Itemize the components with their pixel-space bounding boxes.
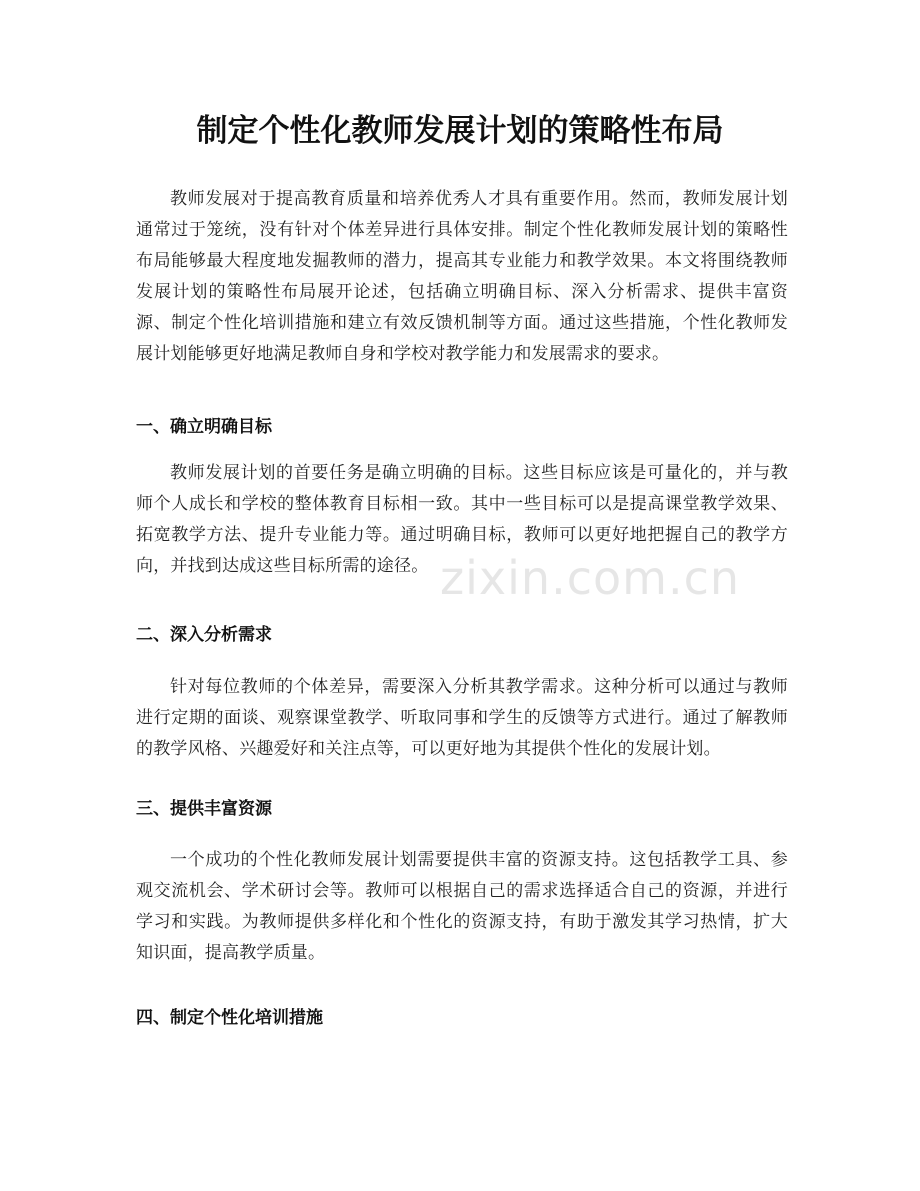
section-heading-4: 四、制定个性化培训措施 <box>136 1008 323 1028</box>
section-heading-1: 一、确立明确目标 <box>136 417 272 437</box>
watermark: zixin.com.cn <box>440 551 741 605</box>
intro-paragraph: 教师发展对于提高教育质量和培养优秀人才具有重要作用。然而，教师发展计划通常过于笼统，没有针对个体差异进行具体安排。制定个性化教师发展计划的策略性布局能够最大程度地发掘教师的潜力，提高其专业能力和教学效果。本文将围绕教师发展计划的策略性布局展开论述，包括确立明确目标、深入分析需求、提供丰富资源、制定个性化培训措施和建立有效反馈机制等方面。通过这些措施，个性化教师发展计划能够更好地满足教师自身和学校对教学能力和发展需求的要求。 <box>136 189 788 364</box>
section-body-3: 一个成功的个性化教师发展计划需要提供丰富的资源支持。这包括教学工具、参观交流机会、学术研讨会等。教师可以根据自己的需求选择适合自己的资源，并进行学习和实践。为教师提供多样化和个性化的资源支持，有助于激发其学习热情，扩大知识面，提高教学质量。 <box>136 850 788 963</box>
section-heading-2: 二、深入分析需求 <box>136 625 272 645</box>
section-body-1: 教师发展计划的首要任务是确立明确的目标。这些目标应该是可量化的，并与教师个人成长和学校的整体教育目标相一致。其中一些目标可以是提高课堂教学效果、拓宽教学方法、提升专业能力等。通过明确目标，教师可以更好地把握自己的教学方向，并找到达成这些目标所需的途径。 <box>136 463 788 576</box>
section-heading-3: 三、提供丰富资源 <box>136 799 272 819</box>
page-title: 制定个性化教师发展计划的策略性布局 <box>196 113 724 149</box>
section-body-2: 针对每位教师的个体差异，需要深入分析其教学需求。这种分析可以通过与教师进行定期的面谈、观察课堂教学、听取同事和学生的反馈等方式进行。通过了解教师的教学风格、兴趣爱好和关注点等，可以更好地为其提供个性化的发展计划。 <box>136 677 788 759</box>
